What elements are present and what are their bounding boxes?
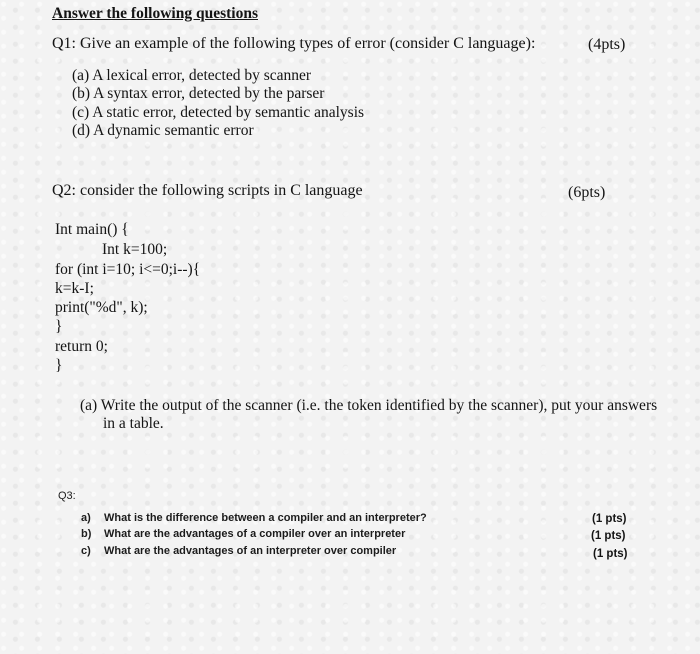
q1-points: (4pts) (588, 36, 626, 53)
q3-item-b-marker: b) (81, 528, 92, 540)
q2-label: Q2: consider the following scripts in C language (52, 182, 363, 199)
q2-points: (6pts) (568, 184, 606, 201)
q3-item-a-points: (1 pts) (592, 513, 627, 525)
code-line-7: return 0; (55, 338, 108, 355)
q3-item-c-marker: c) (81, 545, 91, 557)
q1-item-d: (d) A dynamic semantic error (72, 122, 254, 139)
code-line-4: k=k-I; (55, 280, 94, 297)
q1-label: Q1: Give an example of the following types of error (consider C language): (52, 35, 536, 52)
q1-item-c: (c) A static error, detected by semantic analysis (72, 104, 365, 121)
code-line-3: for (int i=10; i<=0;i--){ (55, 261, 201, 278)
q1-item-b: (b) A syntax error, detected by the parser (72, 85, 325, 102)
q3-item-c-text: What are the advantages of an interpreter over compiler (104, 545, 397, 557)
code-line-6: } (55, 318, 63, 335)
q3-item-a-marker: a) (81, 512, 91, 524)
q3-item-c-points: (1 pts) (593, 548, 628, 560)
code-line-1: Int main() { (55, 221, 129, 238)
q3-item-b-text: What are the advantages of a compiler over an interpreter (104, 528, 406, 540)
q3-item-b-points: (1 pts) (591, 530, 626, 542)
code-line-5: print("%d", k); (55, 299, 148, 316)
code-line-2: Int k=100; (102, 241, 168, 258)
q3-item-a-text: What is the difference between a compiler and an interpreter? (104, 512, 427, 524)
q3-label: Q3: (58, 490, 76, 502)
q2-part-a-line2: in a table. (103, 415, 164, 432)
q2-part-a-line1: (a) Write the output of the scanner (i.e. the token identified by the scanner), put your answers (80, 397, 658, 414)
q1-item-a: (a) A lexical error, detected by scanner (72, 67, 312, 84)
code-line-8: } (55, 357, 63, 374)
page-title: Answer the following questions (52, 5, 258, 22)
